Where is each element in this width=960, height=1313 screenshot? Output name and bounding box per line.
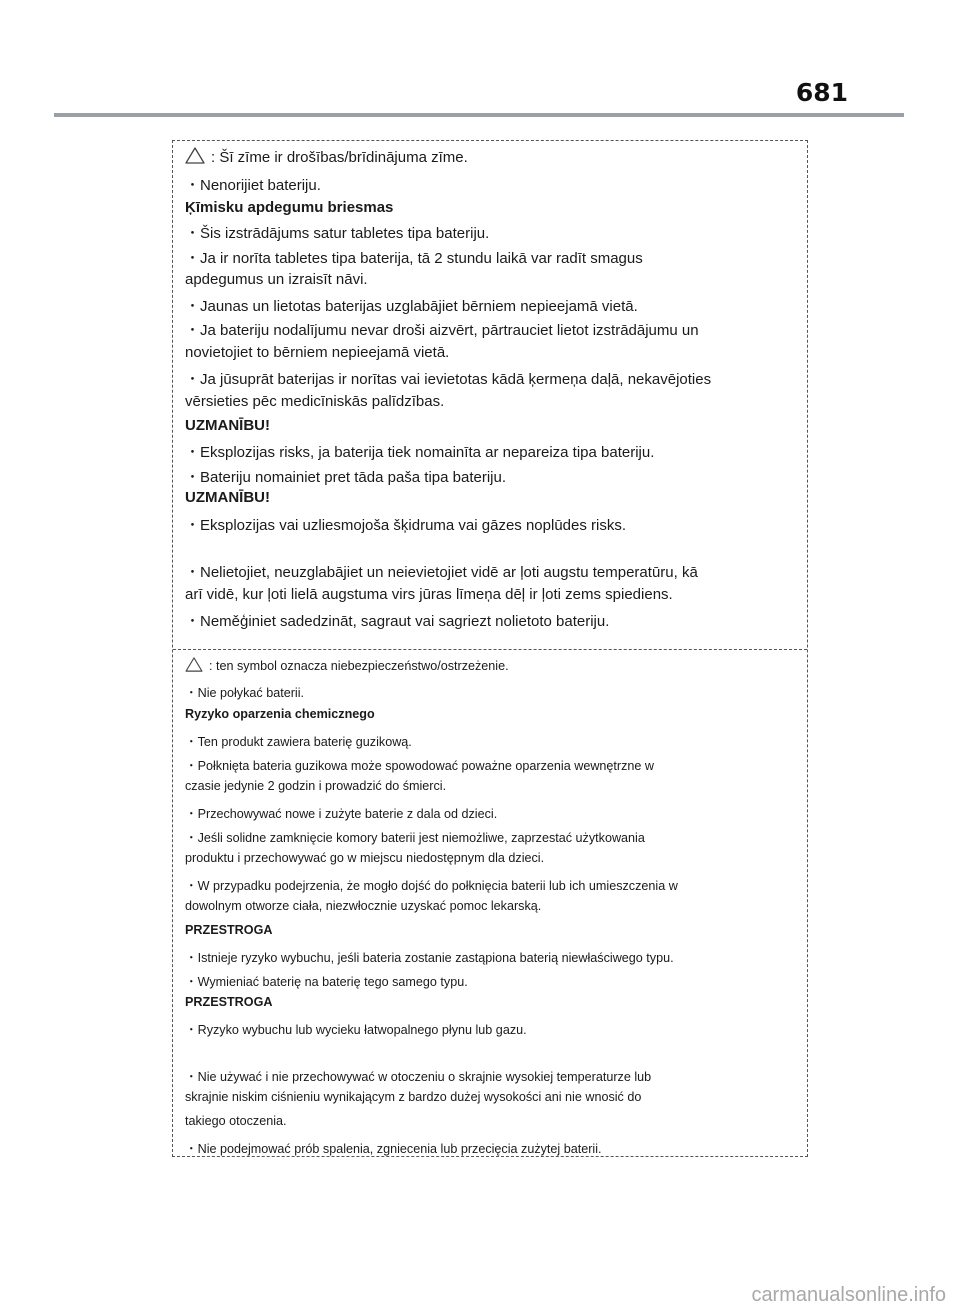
line-text: skrajnie niskim ciśnieniu wynikającym z bardzo dużej wysokości ani nie wnosić do xyxy=(185,1090,642,1104)
line-text: ・Ja ir norīta tabletes tipa baterija, tā 2 stundu laikā var radīt smagus xyxy=(185,250,643,267)
line-text: arī vidē, kur ļoti lielā augstuma virs jūras līmeņa dēļ ir ļoti zems spiediens. xyxy=(185,586,673,603)
text-line xyxy=(185,222,489,243)
line-text: ・Nenorijiet bateriju. xyxy=(185,177,321,194)
text-line xyxy=(185,731,412,750)
warning-box xyxy=(172,140,808,1157)
line-text: ・Nelietojiet, neuzglabājiet un neievietojiet vidē ar ļoti augstu temperatūru, kā xyxy=(185,564,698,581)
text-line xyxy=(185,586,673,603)
line-text: ・Ja bateriju nodalījumu nevar droši aizvērt, pārtrauciet lietot izstrādājumu un xyxy=(185,322,699,339)
text-line xyxy=(185,755,654,774)
line-text: ・Połknięta bateria guzikowa może spowodować poważne oparzenia wewnętrzne w xyxy=(185,759,655,773)
line-text: : Šī zīme ir drošības/brīdinājuma zīme. xyxy=(211,149,468,166)
line-text: ・Ryzyko wybuchu lub wycieku łatwopalnego płynu lub gazu. xyxy=(185,1023,527,1037)
line-text: PRZESTROGA xyxy=(185,923,273,937)
line-text: Ryzyko oparzenia chemicznego xyxy=(185,707,375,721)
text-line xyxy=(185,174,321,195)
text-line xyxy=(185,1066,651,1085)
line-text: UZMANĪBU! xyxy=(185,417,270,434)
line-text: Ķīmisku apdegumu briesmas xyxy=(185,199,394,216)
line-text: ・Ten produkt zawiera baterię guzikową. xyxy=(185,735,412,749)
line-text: ・Neměģiniet sadedzināt, sagraut vai sagriezt nolietoto bateriju. xyxy=(185,613,610,630)
text-line xyxy=(185,610,609,631)
line-text: ・Šis izstrādājums satur tabletes tipa bateriju. xyxy=(185,225,490,242)
text-line xyxy=(185,851,544,865)
text-line xyxy=(185,682,304,701)
header-rule xyxy=(54,113,904,117)
text-line xyxy=(185,393,444,410)
text-line xyxy=(185,1114,287,1128)
line-text: UZMANĪBU! xyxy=(185,489,270,506)
line-text: PRZESTROGA xyxy=(185,995,273,1009)
page-number: 681 xyxy=(795,78,848,107)
line-text: ・Eksplozijas risks, ja baterija tiek nomainīta ar nepareiza tipa bateriju. xyxy=(185,444,655,461)
section-heading xyxy=(185,199,393,216)
line-text: ・Istnieje ryzyko wybuchu, jeśli bateria zostanie zastąpiona baterią niewłaściwego typu. xyxy=(185,951,674,965)
watermark: carmanualsonline.info xyxy=(751,1284,946,1306)
section-heading xyxy=(185,995,272,1009)
line-text: novietojiet to bērniem nepieejamā vietā. xyxy=(185,344,450,361)
polish-section xyxy=(173,649,807,1156)
line-text: ・Jaunas un lietotas baterijas uzglabājiet bērniem nepieejamā vietā. xyxy=(185,298,638,315)
line-text: ・Bateriju nomainiet pret tāda paša tipa bateriju. xyxy=(185,469,507,486)
line-text: ・Eksplozijas vai uzliesmojoša šķidruma vai gāzes noplūdes risks. xyxy=(185,517,627,534)
text-line xyxy=(185,899,541,913)
text-line xyxy=(185,368,711,389)
line-text: vērsieties pēc medicīniskās palīdzības. xyxy=(185,393,445,410)
text-line xyxy=(185,247,643,268)
text-line xyxy=(185,147,468,166)
text-line xyxy=(185,466,506,487)
text-line xyxy=(185,1138,602,1157)
text-line xyxy=(185,947,674,966)
text-line xyxy=(185,344,449,361)
text-line xyxy=(185,271,368,288)
text-line xyxy=(185,561,698,582)
text-line xyxy=(185,319,699,340)
section-heading xyxy=(185,489,270,506)
line-text: produktu i przechowywać go w miejscu niedostępnym dla dzieci. xyxy=(185,851,545,865)
line-text: takiego otoczenia. xyxy=(185,1114,287,1128)
text-line xyxy=(185,875,678,894)
line-text: : ten symbol oznacza niebezpieczeństwo/ostrzeżenie. xyxy=(209,659,509,673)
line-text: ・Przechowywać nowe i zużyte baterie z dala od dzieci. xyxy=(185,807,498,821)
text-line xyxy=(185,971,468,990)
section-heading xyxy=(185,923,272,937)
text-line xyxy=(185,295,638,316)
text-line xyxy=(185,1090,641,1104)
warning-triangle-icon xyxy=(185,147,205,164)
text-line xyxy=(185,803,497,822)
latvian-section xyxy=(173,141,807,649)
line-text: ・Nie używać i nie przechowywać w otoczeniu o skrajnie wysokiej temperaturze lub xyxy=(185,1070,652,1084)
warning-triangle-icon xyxy=(185,657,203,672)
text-line xyxy=(185,827,645,846)
line-text: dowolnym otworze ciała, niezwłocznie uzyskać pomoc lekarską. xyxy=(185,899,542,913)
line-text: ・Nie podejmować prób spalenia, zgniecenia lub przecięcia zużytej baterii. xyxy=(185,1142,602,1156)
line-text: ・Jeśli solidne zamknięcie komory baterii jest niemożliwe, zaprzestać użytkowania xyxy=(185,831,645,845)
text-line xyxy=(185,514,626,535)
section-heading xyxy=(185,417,270,434)
section-heading xyxy=(185,707,375,721)
line-text: ・W przypadku podejrzenia, że mogło dojść do połknięcia baterii lub ich umieszczenia w xyxy=(185,879,678,893)
text-line xyxy=(185,657,509,673)
line-text: ・Ja jūsuprāt baterijas ir norītas vai ievietotas kādā ķermeņa daļā, nekavējoties xyxy=(185,371,712,388)
text-line xyxy=(185,1019,527,1038)
line-text: ・Wymieniać baterię na baterię tego samego typu. xyxy=(185,975,468,989)
line-text: czasie jedynie 2 godzin i prowadzić do śmierci. xyxy=(185,779,447,793)
line-text: apdegumus un izraisīt nāvi. xyxy=(185,271,368,288)
text-line xyxy=(185,779,446,793)
line-text: ・Nie połykać baterii. xyxy=(185,686,304,700)
text-line xyxy=(185,441,654,462)
